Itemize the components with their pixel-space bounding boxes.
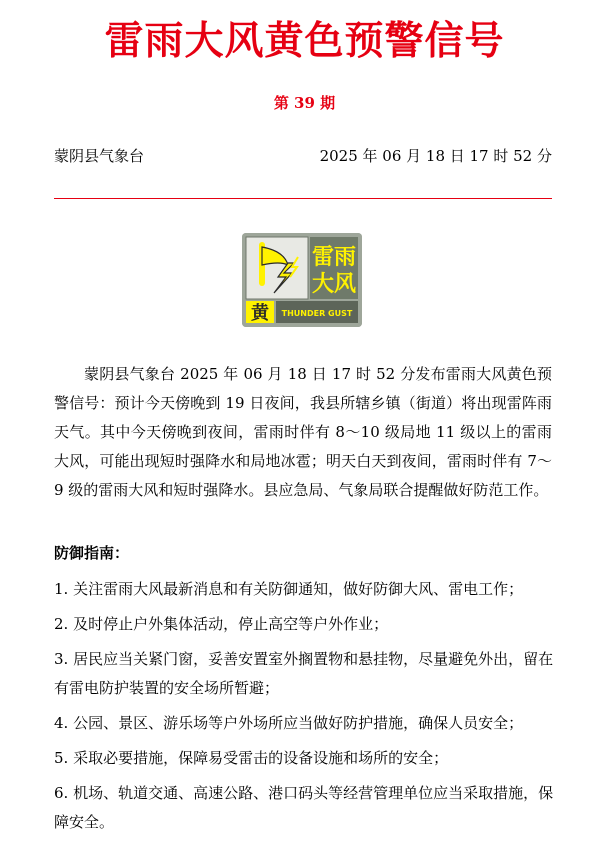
guidance-item-4: 4. 公园、景区、游乐场等户外场所应当做好防护措施，确保人员安全；: [54, 714, 524, 732]
issuer-name: 蒙阴县气象台: [54, 147, 145, 165]
guidance-item-5: 5. 采取必要措施，保障易受雷击的设备设施和场所的安全；: [54, 749, 449, 767]
icon-english-label: THUNDER GUST: [281, 309, 353, 318]
icon-text-top: 雷雨: [311, 245, 357, 270]
guidance-item-3: 3. 居民应当关紧门窗，妥善安置室外搁置物和悬挂物，尽量避免外出，留在有雷电防护装置的安全场所暂避；: [54, 650, 554, 697]
issue-datetime: 2025 年 06 月 18 日 17 时 52 分: [319, 147, 552, 165]
guidance-title: 防御指南：: [54, 544, 130, 562]
issue-number: 第 39 期: [273, 94, 336, 112]
guidance-item-1: 1. 关注雷雨大风最新消息和有关防御通知，做好防御大风、雷电工作；: [54, 580, 524, 598]
icon-text-mid: 大风: [311, 272, 357, 297]
thunderstorm-gale-yellow-warning-icon: [242, 233, 362, 327]
divider-line: [54, 198, 552, 199]
icon-color-label: 黄: [251, 303, 269, 324]
page-title: 雷雨大风黄色预警信号: [104, 19, 505, 64]
guidance-list: [54, 575, 554, 843]
guidance-item-6: 6. 机场、轨道交通、高速公路、港口码头等经营管理单位应当采取措施，保障安全。: [54, 784, 554, 831]
warning-body-text: 蒙阴县气象台 2025 年 06 月 18 日 17 时 52 分发布雷雨大风黄色预警信号：预计今天傍晚到 19 日夜间，我县所辖乡镇（街道）将出现雷阵雨天气。其中今天傍晚到夜间，雷雨时伴有 8～10 级局地 11 级以上的雷雨大风，可能出现短时强降水和局地冰雹；明天白天到夜间，雷雨时伴有 7～9 级的雷雨大风和短时强降水。县应急局、气象局联合提醒做好防范工作。: [54, 365, 552, 499]
guidance-item-2: 2. 及时停止户外集体活动，停止高空等户外作业；: [54, 615, 389, 633]
